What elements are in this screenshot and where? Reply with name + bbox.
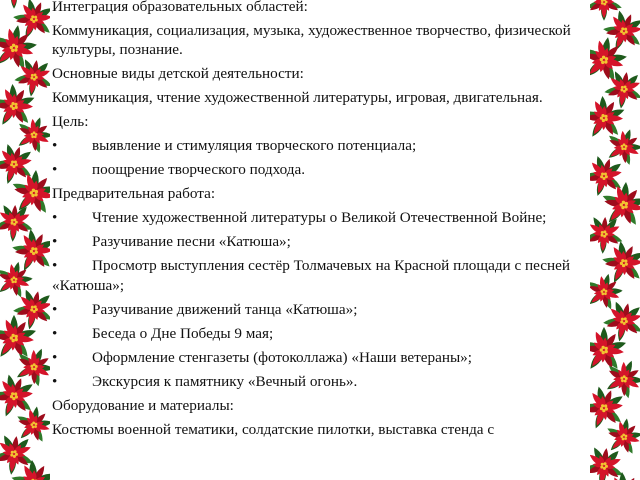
poinsettia-center [14, 160, 17, 163]
poinsettia-center [31, 367, 34, 370]
poinsettia-center [15, 106, 18, 109]
poinsettia-center [10, 163, 13, 166]
section-heading-equipment: Оборудование и материалы: [52, 396, 234, 414]
paragraph-activities: Коммуникация, чтение художественной литературы, игровая, двигательная. [52, 89, 543, 107]
poinsettia-center [11, 392, 14, 395]
poinsettia-center [34, 425, 37, 428]
poinsettia-center [601, 114, 604, 117]
list-item-text: Оформление стенгазеты (фотоколлажа) «Наши ветераны»; [92, 348, 472, 366]
poinsettia-center [14, 450, 17, 453]
poinsettia-center [14, 103, 17, 106]
poinsettia-center [621, 27, 624, 30]
list-item [52, 256, 592, 295]
poinsettia-center [15, 338, 18, 341]
poinsettia-center [14, 280, 17, 283]
list-item [52, 136, 592, 155]
poinsettia-center [30, 18, 33, 21]
list-item [52, 232, 592, 251]
poinsettia-center [11, 219, 14, 222]
poinsettia-center [32, 189, 35, 192]
poinsettia-center [33, 78, 36, 81]
bullet-marker: • [52, 233, 58, 251]
poinsettia-center [601, 2, 604, 5]
poinsettia-center [603, 467, 606, 470]
poinsettia-center [601, 172, 604, 175]
poinsettia-center [13, 218, 16, 221]
poinsettia-center [604, 404, 607, 407]
poinsettia-center [621, 86, 624, 89]
bullet-marker: • [52, 257, 58, 275]
poinsettia-flower-icon [590, 386, 625, 430]
list-item [52, 324, 592, 343]
poinsettia-center [601, 404, 604, 407]
poinsettia-center [622, 438, 625, 441]
poinsettia-center [601, 61, 604, 64]
poinsettia-flower-icon [16, 406, 50, 443]
poinsettia-center [600, 466, 603, 469]
list-item [52, 348, 592, 367]
poinsettia-flower-icon [590, 216, 624, 254]
poinsettia-center [11, 334, 14, 337]
poinsettia-center [605, 57, 608, 60]
poinsettia-center [624, 147, 627, 150]
poinsettia-center [11, 102, 14, 105]
poinsettia-center [601, 346, 604, 349]
bullet-marker: • [52, 324, 58, 342]
poinsettia-center [603, 235, 606, 238]
poinsettia-center [31, 247, 34, 250]
poinsettia-center [35, 423, 38, 426]
poinsettia-center [604, 60, 607, 63]
poinsettia-center [13, 223, 16, 226]
poinsettia-flower-icon [601, 182, 640, 227]
poinsettia-center [625, 263, 628, 266]
poinsettia-center [624, 317, 627, 320]
list-item-text: Экскурсия к памятнику «Вечный огонь». [92, 372, 358, 390]
poinsettia-center [34, 248, 37, 251]
poinsettia-center [31, 135, 34, 138]
left-poinsettia-border [0, 0, 50, 480]
list-item-text: Просмотр выступления сестёр Толмачевых на Красной площади с песней «Катюша»; [52, 257, 570, 294]
poinsettia-center [15, 335, 18, 338]
poinsettia-center [604, 172, 607, 175]
section-heading-activities: Основные виды детской деятельности: [52, 65, 304, 83]
poinsettia-center [601, 463, 604, 466]
poinsettia-flower-icon [590, 0, 623, 21]
poinsettia-center [11, 451, 14, 454]
poinsettia-center [30, 250, 33, 253]
poinsettia-center [625, 145, 628, 148]
poinsettia-center [35, 365, 38, 368]
poinsettia-center [35, 133, 38, 136]
list-item-text: поощрение творческого подхода. [92, 161, 306, 179]
poinsettia-flower-icon [590, 446, 624, 480]
poinsettia-center [31, 306, 34, 309]
poinsettia-center [620, 30, 623, 33]
poinsettia-center [621, 259, 624, 262]
poinsettia-center [30, 308, 33, 311]
poinsettia-center [11, 222, 14, 225]
section-heading-goal: Цель: [52, 113, 89, 131]
poinsettia-center [621, 318, 624, 321]
poinsettia-center [624, 28, 627, 31]
poinsettia-flower-icon [0, 204, 34, 242]
poinsettia-center [34, 368, 37, 371]
poinsettia-center [603, 230, 606, 233]
poinsettia-center [12, 44, 15, 47]
paragraph-integration-areas: Коммуникация, социализация, музыка, художественное творчество, физической культуры, познание. [52, 22, 571, 59]
poinsettia-center [600, 175, 603, 178]
poinsettia-center [10, 395, 13, 398]
list-item-text: Чтение художественной литературы о Великой Отечественной Войне; [92, 209, 547, 227]
poinsettia-center [624, 85, 627, 88]
poinsettia-center [601, 231, 604, 234]
poinsettia-center [621, 147, 624, 150]
poinsettia-flower-icon [0, 434, 34, 475]
poinsettia-center [34, 73, 37, 76]
poinsettia-center [620, 320, 623, 323]
section-heading-integration: Интеграция образовательных областей: [52, 0, 308, 15]
poinsettia-center [34, 193, 37, 196]
poinsettia-center [34, 16, 37, 19]
poinsettia-center [35, 190, 38, 193]
section-heading-preparation: Предварительная работа: [52, 185, 216, 203]
poinsettia-center [605, 350, 608, 353]
poinsettia-flower-icon [11, 170, 50, 215]
poinsettia-flower-icon [606, 418, 640, 455]
list-item-text: Разучивание движений танца «Катюша»; [92, 300, 358, 318]
poinsettia-center [622, 433, 625, 436]
document-text [52, 0, 592, 444]
list-item-text: выявление и стимуляция творческого потенциала; [92, 137, 417, 155]
poinsettia-center [35, 251, 38, 254]
poinsettia-center [30, 77, 33, 80]
poinsettia-center [624, 437, 627, 440]
list-item-text: Разучивание песни «Катюша»; [92, 233, 291, 251]
poinsettia-center [605, 118, 608, 121]
poinsettia-center [604, 292, 607, 295]
poinsettia-center [13, 455, 16, 458]
bullet-marker: • [52, 161, 58, 179]
list-item [52, 160, 592, 179]
poinsettia-center [604, 115, 607, 118]
poinsettia-center [620, 89, 623, 92]
poinsettia-center [11, 49, 14, 52]
poinsettia-center [10, 454, 13, 457]
list-item [52, 372, 592, 391]
poinsettia-center [32, 421, 35, 424]
poinsettia-center [34, 135, 37, 138]
bullet-marker: • [52, 209, 58, 227]
list-item [52, 300, 592, 319]
poinsettia-border-art [590, 0, 640, 480]
poinsettia-center [623, 90, 626, 93]
bullet-marker: • [52, 137, 58, 155]
poinsettia-flower-icon [0, 374, 35, 418]
poinsettia-center [622, 201, 625, 204]
poinsettia-center [15, 45, 18, 48]
poinsettia-center [625, 377, 628, 380]
poinsettia-center [34, 305, 37, 308]
poinsettia-center [624, 205, 627, 208]
poinsettia-center [624, 260, 627, 263]
poinsettia-center [621, 379, 624, 382]
poinsettia-center [620, 262, 623, 265]
poinsettia-center [14, 48, 17, 51]
poinsettia-center [603, 3, 606, 6]
poinsettia-center [625, 202, 628, 205]
poinsettia-center [11, 160, 14, 163]
poinsettia-center [32, 426, 35, 429]
poinsettia-center [31, 15, 34, 18]
poinsettia-center [605, 290, 608, 293]
poinsettia-center [11, 281, 14, 284]
poinsettia-center [625, 435, 628, 438]
poinsettia-center [605, 347, 608, 350]
paragraph-equipment: Костюмы военной тематики, солдатские пилотки, выставка стенда с [52, 420, 495, 438]
poinsettia-center [604, 462, 607, 465]
poinsettia-center [600, 407, 603, 410]
poinsettia-center [601, 234, 604, 237]
poinsettia-center [15, 278, 18, 281]
poinsettia-center [602, 56, 605, 59]
poinsettia-center [14, 392, 17, 395]
bullet-marker: • [52, 372, 58, 390]
poinsettia-border-art [0, 0, 50, 480]
poinsettia-center [601, 293, 604, 296]
bullet-marker: • [52, 348, 58, 366]
poinsettia-center [31, 74, 34, 77]
right-poinsettia-border [590, 0, 640, 480]
bullet-marker: • [52, 300, 58, 318]
list-item-text: Беседа о Дне Победы 9 мая; [92, 324, 274, 342]
list-item [52, 208, 592, 227]
poinsettia-center [624, 380, 627, 383]
